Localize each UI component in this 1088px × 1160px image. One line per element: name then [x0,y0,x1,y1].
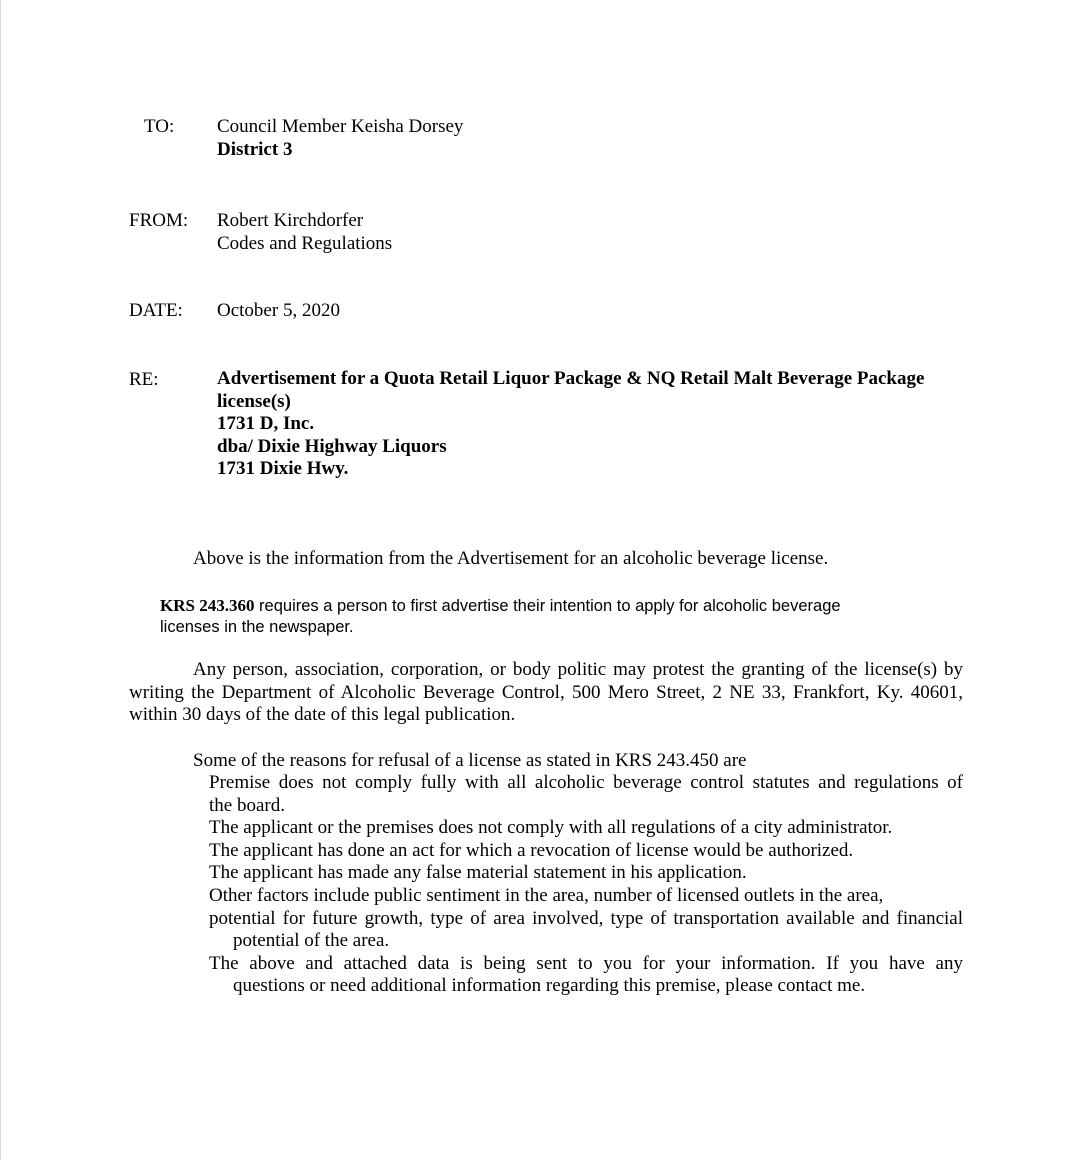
krs-line [160,594,841,617]
reason-line: The applicant has made any false material statement in his application. [209,862,747,884]
krs-paragraph [160,594,841,638]
protest-line: writing the Department of Alcoholic Beverage Control, 500 Mero Street, 2 NE 33, Frankfort, Ky. 40601, [129,681,963,703]
protest-paragraph [129,659,963,727]
reason-line: potential of the area. [233,930,390,952]
reasons-list [209,772,963,998]
to-district: District 3 [217,139,293,160]
re-line: 1731 D, Inc. [217,413,315,434]
reason-line: The applicant has done an act for which a revocation of license would be authorized. [209,839,854,861]
from-name: Robert Kirchdorfer [217,210,364,231]
re-label: RE: [129,369,159,390]
reason-line: Premise does not comply fully with all alcoholic beverage control statutes and regulations of [209,772,963,793]
re-line: Advertisement for a Quota Retail Liquor Package & NQ Retail Malt Beverage Package [217,368,925,389]
re-subject [217,368,924,481]
page-edge [0,0,1,1160]
krs-line: licenses in the newspaper. [160,618,354,636]
to-recipient [217,115,463,161]
protest-line: Any person, association, corporation, or body politic may protest the granting of the license(s) by [193,659,963,680]
from-label: FROM: [129,210,189,231]
to-label: TO: [144,116,175,137]
date-value: October 5, 2020 [217,300,340,321]
to-name: Council Member Keisha Dorsey [217,116,464,137]
reason-line: Other factors include public sentiment in the area, number of licensed outlets in the area, [209,884,884,906]
re-line: license(s) [217,390,291,412]
reason-line: the board. [209,794,285,816]
reasons-heading: Some of the reasons for refusal of a license as stated in KRS 243.450 are [193,750,747,771]
krs-text: requires a person to first advertise their intention to apply for alcoholic beverage [254,597,841,615]
re-line: 1731 Dixie Hwy. [217,458,349,479]
intro-paragraph: Above is the information from the Advertisement for an alcoholic beverage license. [193,548,829,569]
protest-line: within 30 days of the date of this legal publication. [129,704,516,725]
reason-line: questions or need additional information regarding this premise, please contact me. [233,975,866,997]
reason-line: The above and attached data is being sent to you for your information. If you have any [209,952,963,974]
reason-line: The applicant or the premises does not comply with all regulations of a city administrator. [209,817,893,839]
from-sender [217,209,392,255]
reason-line: potential for future growth, type of area involved, type of transportation available and financial [209,907,963,929]
date-label: DATE: [129,300,183,321]
krs-reference: KRS 243.360 [160,596,255,615]
re-line: dba/ Dixie Highway Liquors [217,435,447,457]
from-department: Codes and Regulations [217,233,393,254]
